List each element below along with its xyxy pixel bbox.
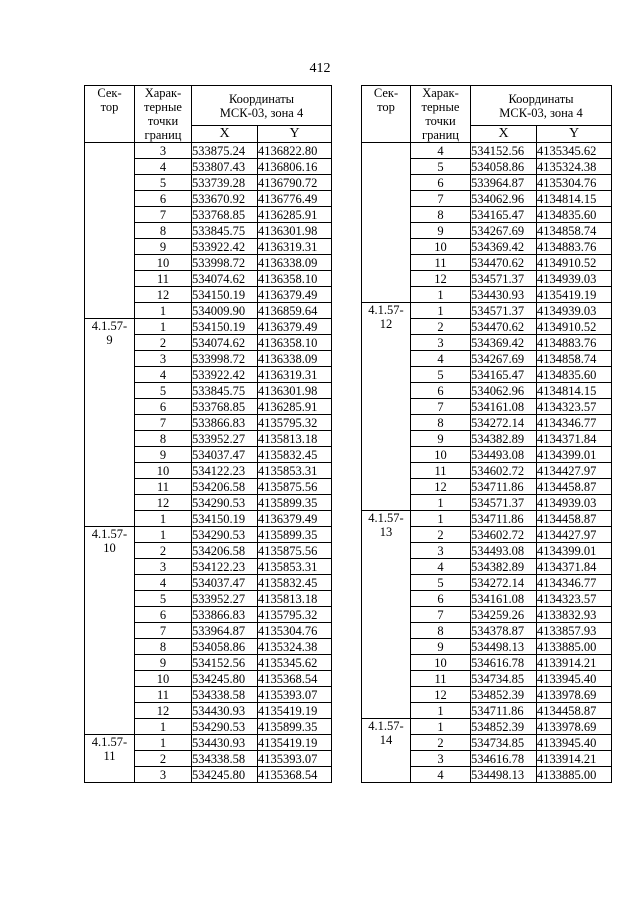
x-coordinate-cell: 534267.69 [471,223,537,239]
x-coordinate-cell: 534272.14 [471,415,537,431]
x-coordinate-cell: 534150.19 [192,319,258,335]
y-coordinate-cell: 4135345.62 [258,655,332,671]
y-coordinate-cell: 4136358.10 [258,271,332,287]
y-coordinate-cell: 4134814.15 [537,383,612,399]
sector-label: 11 [103,749,116,763]
header-y: Y [537,126,612,143]
x-coordinate-cell: 534037.47 [192,575,258,591]
x-coordinate-cell: 534062.96 [471,191,537,207]
point-number-cell: 3 [135,143,192,159]
x-coordinate-cell: 534430.93 [471,287,537,303]
y-coordinate-cell: 4134399.01 [537,447,612,463]
point-number-cell: 2 [135,751,192,767]
y-coordinate-cell: 4136379.49 [258,511,332,527]
y-coordinate-cell: 4136319.31 [258,239,332,255]
sector-cell [85,735,135,783]
y-coordinate-cell: 4134858.74 [537,223,612,239]
y-coordinate-cell: 4135419.19 [258,735,332,751]
point-number-cell: 9 [411,431,471,447]
point-number-cell: 5 [411,159,471,175]
point-number-cell: 8 [135,223,192,239]
y-coordinate-cell: 4136338.09 [258,351,332,367]
x-coordinate-cell: 534571.37 [471,495,537,511]
y-coordinate-cell: 4135899.35 [258,527,332,543]
y-coordinate-cell: 4134399.01 [537,543,612,559]
sector-label: 4.1.57- [368,303,404,317]
x-coordinate-cell: 534272.14 [471,575,537,591]
x-coordinate-cell: 533768.85 [192,207,258,223]
sector-cell [362,511,411,719]
point-number-cell: 5 [135,383,192,399]
x-coordinate-cell: 533998.72 [192,351,258,367]
point-number-cell: 7 [135,623,192,639]
point-number-cell: 1 [135,511,192,527]
point-number-cell: 10 [411,447,471,463]
point-number-cell: 4 [135,159,192,175]
y-coordinate-cell: 4133857.93 [537,623,612,639]
sector-label: 10 [103,541,116,555]
table-row [362,143,612,159]
x-coordinate-cell: 534852.39 [471,687,537,703]
x-coordinate-cell: 534152.56 [192,655,258,671]
y-coordinate-cell: 4133945.40 [537,671,612,687]
y-coordinate-cell: 4136301.98 [258,223,332,239]
x-coordinate-cell: 534734.85 [471,671,537,687]
point-number-cell: 1 [135,719,192,735]
x-coordinate-cell: 534009.90 [192,303,258,319]
x-coordinate-cell: 534074.62 [192,335,258,351]
x-coordinate-cell: 534152.56 [471,143,537,159]
y-coordinate-cell: 4135419.19 [258,703,332,719]
point-number-cell: 2 [135,543,192,559]
sector-label: 4.1.57- [91,319,128,333]
point-number-cell: 1 [135,527,192,543]
x-coordinate-cell: 534711.86 [471,703,537,719]
x-coordinate-cell: 534602.72 [471,527,537,543]
point-number-cell: 3 [411,335,471,351]
coordinates-table-left [84,85,332,783]
header-char-line: границ [144,128,182,142]
y-coordinate-cell: 4134858.74 [537,351,612,367]
point-number-cell: 4 [135,575,192,591]
point-number-cell: 5 [135,175,192,191]
y-coordinate-cell: 4133978.69 [537,687,612,703]
header-sector [362,86,411,143]
header-sector-line: Сек- [97,86,122,100]
y-coordinate-cell: 4135795.32 [258,607,332,623]
y-coordinate-cell: 4135368.54 [258,767,332,783]
y-coordinate-cell: 4133914.21 [537,655,612,671]
sector-label: 4.1.57- [368,719,404,733]
point-number-cell: 9 [135,655,192,671]
y-coordinate-cell: 4134427.97 [537,527,612,543]
header-sector-line: Сек- [373,86,399,100]
point-number-cell: 3 [135,351,192,367]
point-number-cell: 10 [135,255,192,271]
x-coordinate-cell: 534290.53 [192,719,258,735]
point-number-cell: 4 [411,351,471,367]
point-number-cell: 1 [135,303,192,319]
x-coordinate-cell: 534206.58 [192,543,258,559]
x-coordinate-cell: 534058.86 [192,639,258,655]
point-number-cell: 5 [135,591,192,607]
header-char-line: точки [425,114,456,128]
y-coordinate-cell: 4134323.57 [537,399,612,415]
point-number-cell: 8 [411,415,471,431]
sector-cell [362,303,411,511]
x-coordinate-cell: 534122.23 [192,559,258,575]
x-coordinate-cell: 534290.53 [192,527,258,543]
header-char-line: Харак- [422,86,459,100]
y-coordinate-cell: 4135345.62 [537,143,612,159]
y-coordinate-cell: 4133945.40 [537,735,612,751]
point-number-cell: 3 [411,751,471,767]
point-number-cell: 6 [135,399,192,415]
x-coordinate-cell: 533866.83 [192,607,258,623]
table-row [85,735,332,751]
point-number-cell: 9 [411,639,471,655]
point-number-cell: 2 [411,527,471,543]
header-sector [85,86,135,143]
point-number-cell: 9 [411,223,471,239]
point-number-cell: 10 [411,655,471,671]
header-x: X [192,126,258,143]
point-number-cell: 6 [135,191,192,207]
x-coordinate-cell: 534150.19 [192,511,258,527]
point-number-cell: 1 [411,303,471,319]
point-number-cell: 12 [411,271,471,287]
table-row [362,719,612,735]
header-coords-line: МСК-03, зона 4 [219,105,304,120]
x-coordinate-cell: 534290.53 [192,495,258,511]
x-coordinate-cell: 534338.58 [192,751,258,767]
x-coordinate-cell: 534470.62 [471,255,537,271]
x-coordinate-cell: 533922.42 [192,367,258,383]
y-coordinate-cell: 4135899.35 [258,495,332,511]
x-coordinate-cell: 534711.86 [471,511,537,527]
y-coordinate-cell: 4135899.35 [258,719,332,735]
x-coordinate-cell: 534245.80 [192,671,258,687]
table-row [85,319,332,335]
y-coordinate-cell: 4134346.77 [537,415,612,431]
x-coordinate-cell: 534074.62 [192,271,258,287]
y-coordinate-cell: 4135393.07 [258,687,332,703]
y-coordinate-cell: 4133832.93 [537,607,612,623]
point-number-cell: 8 [135,431,192,447]
x-coordinate-cell: 533964.87 [471,175,537,191]
point-number-cell: 2 [411,319,471,335]
x-coordinate-cell: 533952.27 [192,591,258,607]
point-number-cell: 6 [411,175,471,191]
sector-cell [362,143,411,303]
y-coordinate-cell: 4134835.60 [537,207,612,223]
point-number-cell: 12 [135,287,192,303]
y-coordinate-cell: 4134939.03 [537,303,612,319]
y-coordinate-cell: 4135324.38 [537,159,612,175]
x-coordinate-cell: 534165.47 [471,367,537,383]
point-number-cell: 7 [135,415,192,431]
point-number-cell: 12 [411,687,471,703]
point-number-cell: 9 [135,447,192,463]
y-coordinate-cell: 4136822.80 [258,143,332,159]
x-coordinate-cell: 534571.37 [471,303,537,319]
y-coordinate-cell: 4134458.87 [537,479,612,495]
y-coordinate-cell: 4135304.76 [537,175,612,191]
sector-cell [362,719,411,783]
x-coordinate-cell: 533998.72 [192,255,258,271]
x-coordinate-cell: 534493.08 [471,543,537,559]
x-coordinate-cell: 534852.39 [471,719,537,735]
point-number-cell: 10 [411,239,471,255]
x-coordinate-cell: 534369.42 [471,239,537,255]
sector-label: 12 [379,317,393,331]
y-coordinate-cell: 4135832.45 [258,575,332,591]
sector-label: 4.1.57- [368,511,404,525]
x-coordinate-cell: 534062.96 [471,383,537,399]
point-number-cell: 12 [411,479,471,495]
x-coordinate-cell: 534338.58 [192,687,258,703]
x-coordinate-cell: 534470.62 [471,319,537,335]
x-coordinate-cell: 534734.85 [471,735,537,751]
y-coordinate-cell: 4134814.15 [537,191,612,207]
point-number-cell: 1 [135,735,192,751]
point-number-cell: 7 [411,607,471,623]
y-coordinate-cell: 4134346.77 [537,575,612,591]
x-coordinate-cell: 534498.13 [471,639,537,655]
point-number-cell: 1 [135,319,192,335]
header-sector-line: тор [377,100,395,114]
x-coordinate-cell: 534382.89 [471,559,537,575]
x-coordinate-cell: 533670.92 [192,191,258,207]
x-coordinate-cell: 533875.24 [192,143,258,159]
point-number-cell: 6 [135,607,192,623]
point-number-cell: 4 [135,367,192,383]
point-number-cell: 10 [135,463,192,479]
y-coordinate-cell: 4135875.56 [258,479,332,495]
x-coordinate-cell: 534122.23 [192,463,258,479]
x-coordinate-cell: 534382.89 [471,431,537,447]
y-coordinate-cell: 4135832.45 [258,447,332,463]
x-coordinate-cell: 534267.69 [471,351,537,367]
point-number-cell: 11 [135,271,192,287]
point-number-cell: 4 [411,143,471,159]
y-coordinate-cell: 4136319.31 [258,367,332,383]
coordinates-table-right [361,85,612,783]
point-number-cell: 3 [135,559,192,575]
point-number-cell: 1 [411,287,471,303]
header-sector-line: тор [100,100,119,114]
x-coordinate-cell: 533739.28 [192,175,258,191]
y-coordinate-cell: 4135853.31 [258,559,332,575]
y-coordinate-cell: 4134323.57 [537,591,612,607]
y-coordinate-cell: 4136285.91 [258,207,332,223]
x-coordinate-cell: 534616.78 [471,655,537,671]
y-coordinate-cell: 4135813.18 [258,431,332,447]
y-coordinate-cell: 4133978.69 [537,719,612,735]
x-coordinate-cell: 534206.58 [192,479,258,495]
y-coordinate-cell: 4136379.49 [258,319,332,335]
header-y: Y [258,126,332,143]
y-coordinate-cell: 4135368.54 [258,671,332,687]
sector-label: 4.1.57- [91,527,128,541]
page-number: 412 [309,61,331,76]
y-coordinate-cell: 4134910.52 [537,255,612,271]
x-coordinate-cell: 534430.93 [192,735,258,751]
x-coordinate-cell: 534498.13 [471,767,537,783]
point-number-cell: 8 [411,623,471,639]
x-coordinate-cell: 533845.75 [192,383,258,399]
sector-cell [85,319,135,527]
header-char-line: терные [144,100,182,114]
x-coordinate-cell: 533768.85 [192,399,258,415]
y-coordinate-cell: 4136790.72 [258,175,332,191]
y-coordinate-cell: 4136358.10 [258,335,332,351]
x-coordinate-cell: 534058.86 [471,159,537,175]
x-coordinate-cell: 534161.08 [471,591,537,607]
point-number-cell: 11 [411,255,471,271]
y-coordinate-cell: 4134835.60 [537,367,612,383]
sector-label: 14 [379,733,393,747]
y-coordinate-cell: 4135813.18 [258,591,332,607]
x-coordinate-cell: 534037.47 [192,447,258,463]
y-coordinate-cell: 4134458.87 [537,511,612,527]
point-number-cell: 3 [411,543,471,559]
y-coordinate-cell: 4134939.03 [537,495,612,511]
point-number-cell: 2 [411,735,471,751]
point-number-cell: 10 [135,671,192,687]
point-number-cell: 8 [411,207,471,223]
sector-label: 13 [379,525,393,539]
x-coordinate-cell: 533866.83 [192,415,258,431]
point-number-cell: 6 [411,383,471,399]
y-coordinate-cell: 4133885.00 [537,767,612,783]
point-number-cell: 11 [135,479,192,495]
y-coordinate-cell: 4136859.64 [258,303,332,319]
y-coordinate-cell: 4134910.52 [537,319,612,335]
y-coordinate-cell: 4136285.91 [258,399,332,415]
sector-cell [85,527,135,735]
header-char-line: точки [147,114,179,128]
y-coordinate-cell: 4134427.97 [537,463,612,479]
table-row [362,511,612,527]
x-coordinate-cell: 534430.93 [192,703,258,719]
x-coordinate-cell: 534161.08 [471,399,537,415]
sector-cell [85,143,135,319]
point-number-cell: 2 [135,335,192,351]
table-row [85,143,332,159]
x-coordinate-cell: 533964.87 [192,623,258,639]
y-coordinate-cell: 4135795.32 [258,415,332,431]
header-char-line: терные [421,100,460,114]
header-coordinates [192,86,332,126]
x-coordinate-cell: 534165.47 [471,207,537,223]
x-coordinate-cell: 534369.42 [471,335,537,351]
x-coordinate-cell: 534616.78 [471,751,537,767]
point-number-cell: 11 [411,463,471,479]
x-coordinate-cell: 534378.87 [471,623,537,639]
y-coordinate-cell: 4136806.16 [258,159,332,175]
x-coordinate-cell: 533807.43 [192,159,258,175]
point-number-cell: 4 [411,559,471,575]
header-coords-line: Координаты [508,91,574,106]
x-coordinate-cell: 534150.19 [192,287,258,303]
y-coordinate-cell: 4136776.49 [258,191,332,207]
y-coordinate-cell: 4134939.03 [537,271,612,287]
point-number-cell: 1 [411,495,471,511]
point-number-cell: 8 [135,639,192,655]
y-coordinate-cell: 4135393.07 [258,751,332,767]
y-coordinate-cell: 4135875.56 [258,543,332,559]
y-coordinate-cell: 4135853.31 [258,463,332,479]
y-coordinate-cell: 4135419.19 [537,287,612,303]
point-number-cell: 5 [411,575,471,591]
point-number-cell: 11 [135,687,192,703]
table-row [85,527,332,543]
y-coordinate-cell: 4135324.38 [258,639,332,655]
x-coordinate-cell: 533922.42 [192,239,258,255]
point-number-cell: 11 [411,671,471,687]
header-coordinates [471,86,612,126]
y-coordinate-cell: 4136301.98 [258,383,332,399]
y-coordinate-cell: 4134883.76 [537,335,612,351]
sector-label: 4.1.57- [91,735,128,749]
point-number-cell: 12 [135,495,192,511]
point-number-cell: 5 [411,367,471,383]
y-coordinate-cell: 4135304.76 [258,623,332,639]
x-coordinate-cell: 534245.80 [192,767,258,783]
point-number-cell: 1 [411,511,471,527]
y-coordinate-cell: 4134371.84 [537,559,612,575]
x-coordinate-cell: 534493.08 [471,447,537,463]
header-x: X [471,126,537,143]
x-coordinate-cell: 534602.72 [471,463,537,479]
x-coordinate-cell: 533952.27 [192,431,258,447]
x-coordinate-cell: 533845.75 [192,223,258,239]
header-char-points [135,86,192,143]
y-coordinate-cell: 4134458.87 [537,703,612,719]
table-row [362,303,612,319]
header-coords-line: Координаты [228,91,295,106]
point-number-cell: 1 [411,703,471,719]
point-number-cell: 12 [135,703,192,719]
x-coordinate-cell: 534571.37 [471,271,537,287]
x-coordinate-cell: 534259.26 [471,607,537,623]
y-coordinate-cell: 4134883.76 [537,239,612,255]
y-coordinate-cell: 4133914.21 [537,751,612,767]
point-number-cell: 9 [135,239,192,255]
sector-label: 9 [106,333,113,347]
header-coords-line: МСК-03, зона 4 [499,105,583,120]
x-coordinate-cell: 534711.86 [471,479,537,495]
point-number-cell: 7 [411,399,471,415]
point-number-cell: 1 [411,719,471,735]
y-coordinate-cell: 4136338.09 [258,255,332,271]
header-char-line: границ [422,128,459,142]
point-number-cell: 7 [135,207,192,223]
point-number-cell: 4 [411,767,471,783]
header-char-line: Харак- [144,86,182,100]
point-number-cell: 7 [411,191,471,207]
point-number-cell: 6 [411,591,471,607]
y-coordinate-cell: 4133885.00 [537,639,612,655]
y-coordinate-cell: 4134371.84 [537,431,612,447]
point-number-cell: 3 [135,767,192,783]
header-char-points [411,86,471,143]
y-coordinate-cell: 4136379.49 [258,287,332,303]
